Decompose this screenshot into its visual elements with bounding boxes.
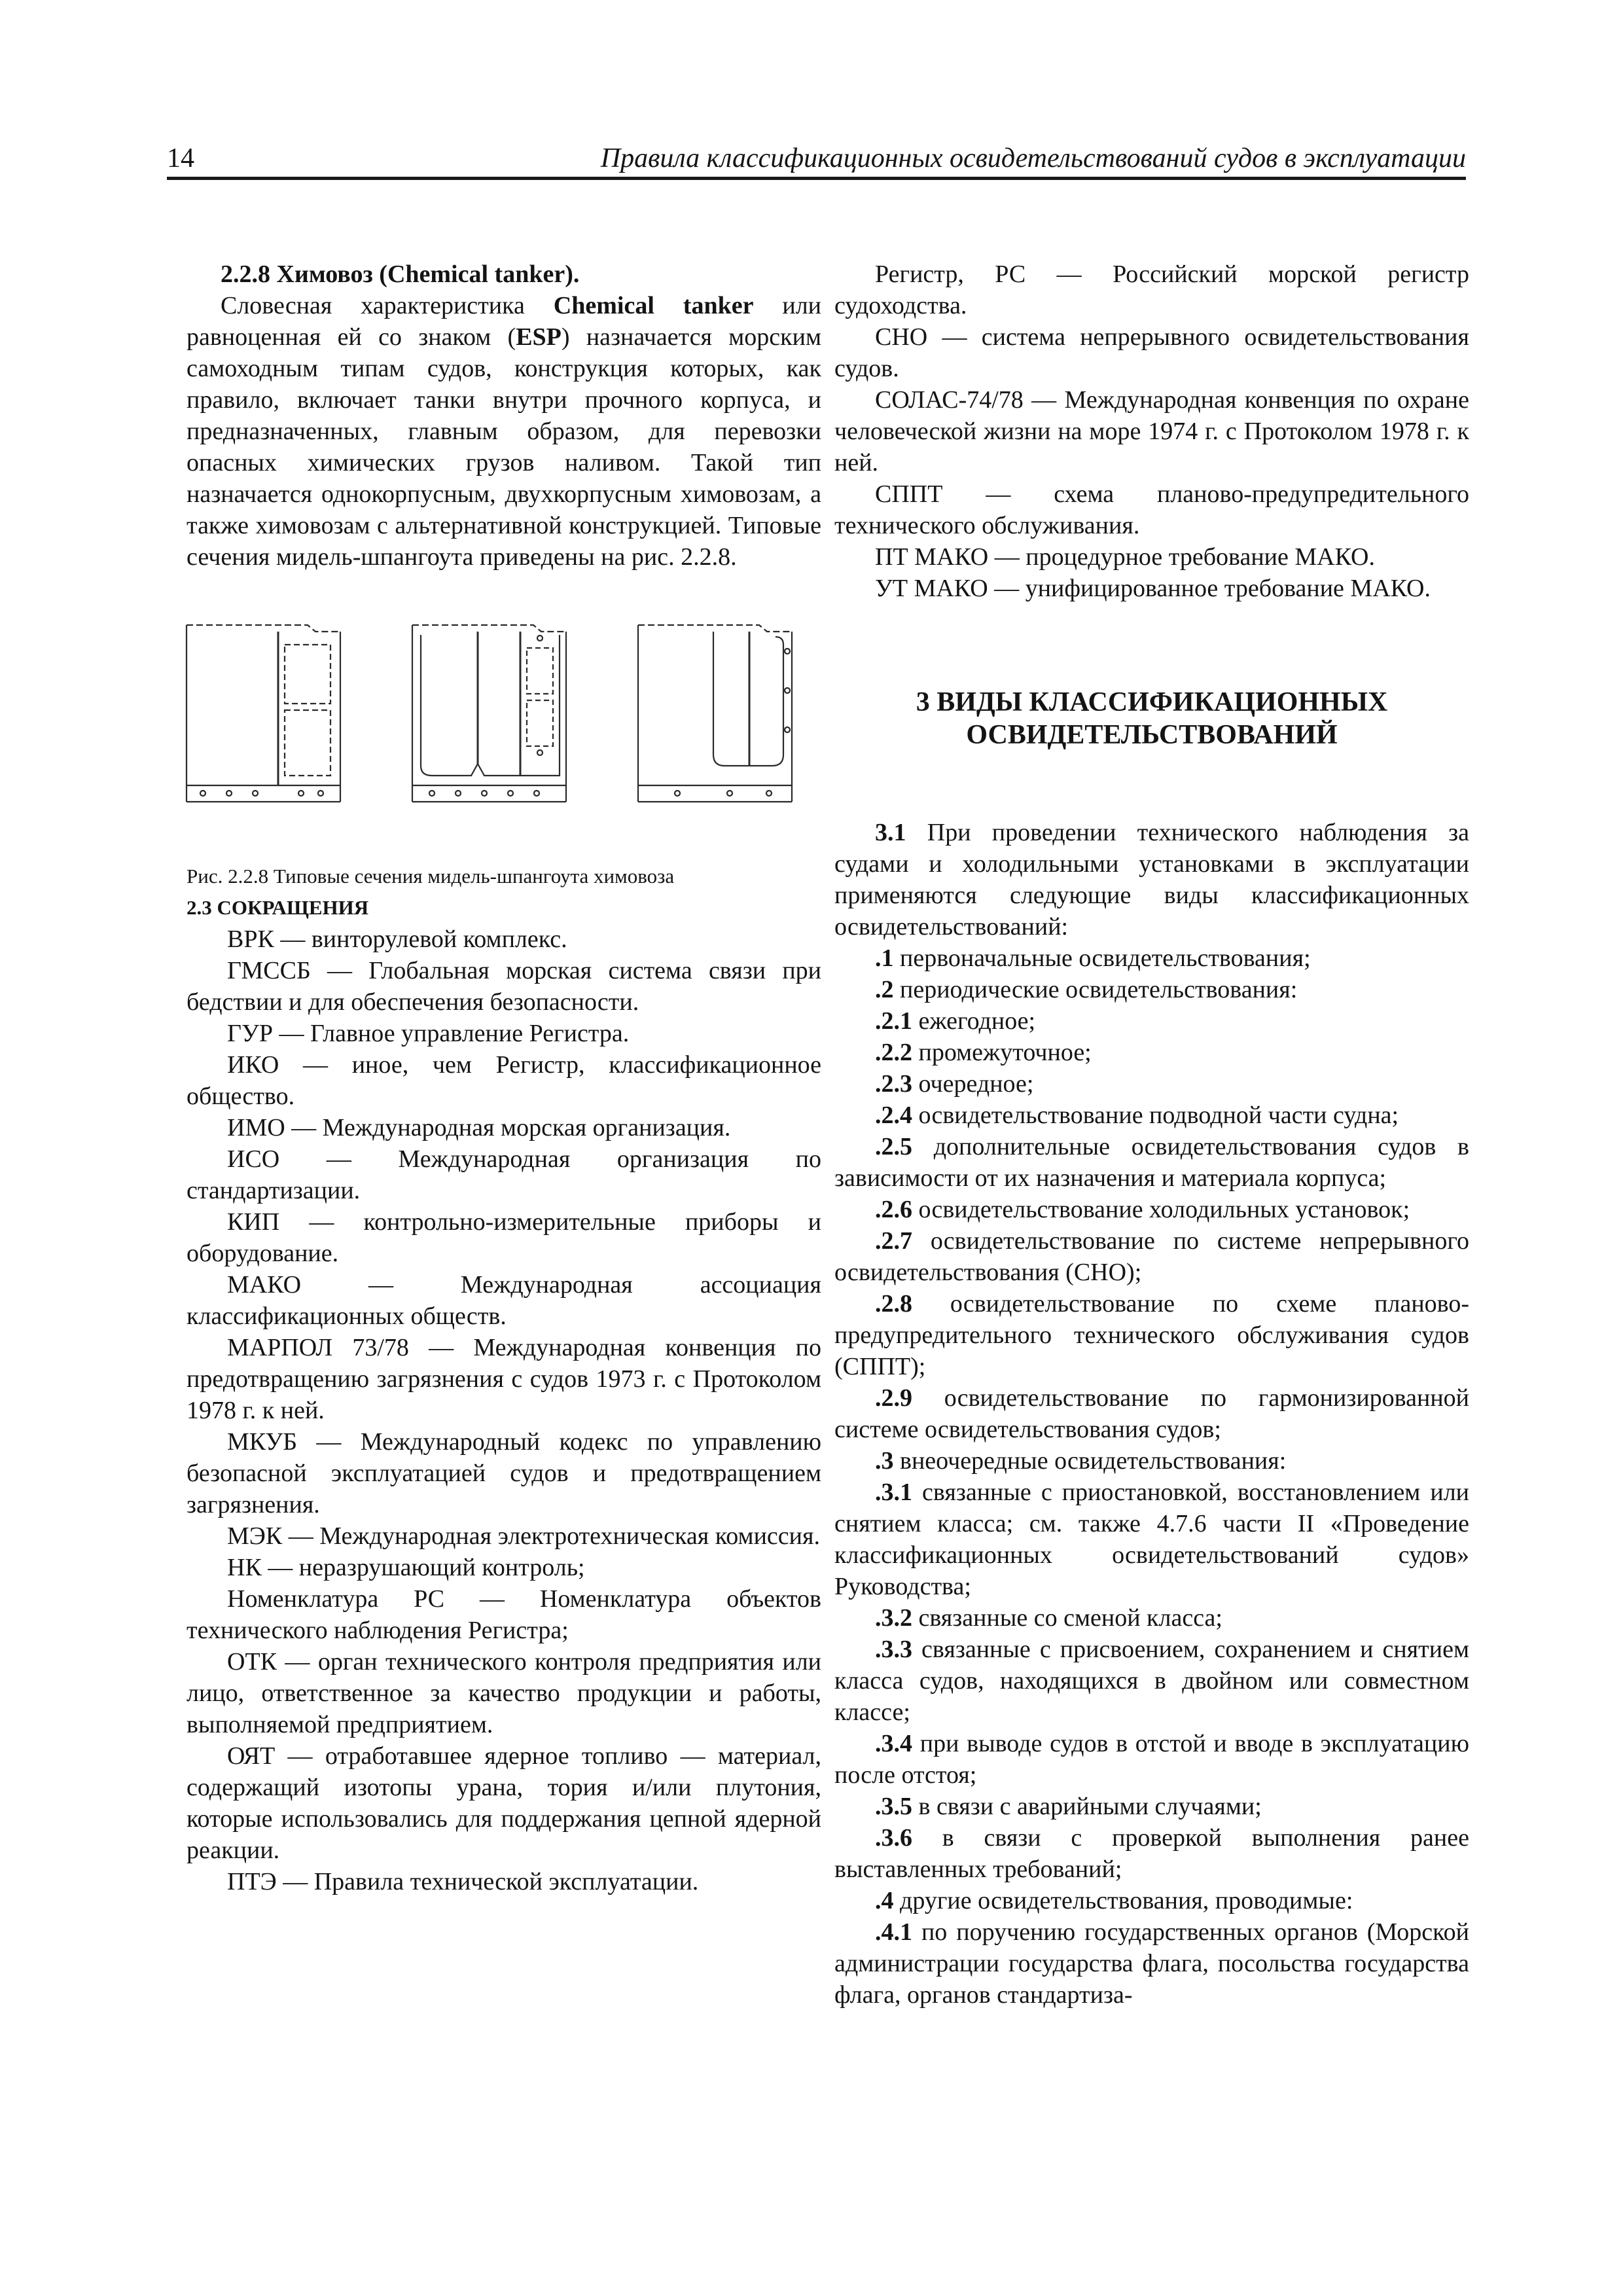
- list-item: .4.1 по поручению государственных органов (Морской администрации государства флага, посольства государства флага, органов стандартиза-: [834, 1918, 1469, 2009]
- abbreviation-entry: ИСО — Международная организация по стандартизации.: [187, 1145, 821, 1204]
- chapter-heading-line-2: ОСВИДЕТЕЛЬСТВОВАНИЙ: [966, 720, 1338, 750]
- chemical-tanker-paragraph: Словесная характеристика Chemical tanker или равноценная ей со знаком (ESP) назначается морским самоходным типам судов, конструкция которых, как правило, включает танки внутри прочного корпуса, и предназначенных, главным образом, для перевозки опасных химических грузов наливом. Такой тип назначается однокорпусным, двухкорпусным химовозам, а также химовозам с альтернативной конструкцией. Типовые сечения мидель-шпангоута приведены на рис. 2.2.8.: [187, 292, 822, 571]
- abbreviation-entry: Регистр, РС — Российский морской регистр судоходства.: [834, 260, 1469, 319]
- section-heading-2-3: 2.3 СОКРАЩЕНИЯ: [187, 896, 369, 919]
- right-column: [834, 259, 1469, 2011]
- abbreviation-entry: Номенклатура РС — Номенклатура объектов технического наблюдения Регистра;: [187, 1585, 821, 1644]
- abbreviation-entry: ПТ МАКО — процедурное требование МАКО.: [875, 543, 1375, 571]
- abbreviation-entry: СОЛАС-74/78 — Международная конвенция по охране человеческой жизни на море 1974 г. с Протоколом 1978 г. к ней.: [834, 386, 1469, 476]
- section-double-hull: [412, 625, 566, 802]
- subsection-heading-2-2-8: 2.2.8 Химовоз (Chemical tanker).: [221, 260, 580, 288]
- abbreviation-entry: МЭК — Международная электротехническая комиссия.: [227, 1522, 820, 1550]
- midship-sections-figure: [187, 612, 821, 861]
- page-header: [167, 143, 1466, 181]
- list-item: .3.6 в связи с проверкой выполнения ранее выставленных требований;: [834, 1824, 1469, 1883]
- abbreviation-entry: ИМО — Международная морская организация.: [227, 1114, 731, 1141]
- figure-caption: Рис. 2.2.8 Типовые сечения мидель-шпангоута химовоза: [187, 865, 675, 888]
- midship-sections-drawing: [180, 612, 828, 861]
- abbreviation-entry: КИП — контрольно-измерительные приборы и оборудование.: [187, 1208, 821, 1267]
- list-item: .4 другие освидетельствования, проводимые:: [875, 1887, 1353, 1914]
- list-item: .3.1 связанные с приостановкой, восстановлением или снятием класса; см. также 4.7.6 части II «Проведение классификационных освидетельствований судов» Руководства;: [834, 1479, 1469, 1600]
- list-item: .3.5 в связи с аварийными случаями;: [875, 1793, 1262, 1820]
- chapter-heading-line-1: 3 ВИДЫ КЛАССИФИКАЦИОННЫХ: [916, 687, 1388, 717]
- abbreviation-entry: УТ МАКО — унифицированное требование МАКО.: [875, 575, 1431, 602]
- list-item: .1 первоначальные освидетельствования;: [875, 944, 1311, 972]
- list-item: .2.3 очередное;: [875, 1070, 1034, 1098]
- list-item: .2.2 промежуточное;: [875, 1039, 1092, 1066]
- list-item: .2.1 ежегодное;: [875, 1007, 1036, 1035]
- survey-intro-paragraph: 3.1 При проведении технического наблюдения за судами и холодильными установками в эксплуатации применяются следующие виды классификационных освидетельствований:: [834, 819, 1469, 941]
- list-item: .2 периодические освидетельствования:: [875, 976, 1298, 1003]
- abbreviation-entry: ГМССБ — Глобальная морская система связи при бедствии и для обеспечения безопасности.: [187, 957, 821, 1016]
- section-single-hull: [187, 625, 340, 802]
- list-item: .3.3 связанные с присвоением, сохранением и снятием класса судов, находящихся в двойном или совместном классе;: [834, 1636, 1469, 1726]
- chapter-heading-3: [834, 686, 1469, 751]
- abbreviation-entry: МКУБ — Международный кодекс по управлению безопасной эксплуатацией судов и предотвращением загрязнения.: [187, 1428, 821, 1518]
- page-number: 14: [167, 143, 194, 173]
- abbreviation-entry: МАКО — Международная ассоциация классификационных обществ.: [187, 1271, 821, 1330]
- survey-types-list: [834, 942, 1469, 2011]
- list-item: .3.4 при выводе судов в отстой и вводе в эксплуатацию после отстоя;: [834, 1730, 1469, 1789]
- abbreviation-entry: ГУР — Главное управление Регистра.: [227, 1020, 630, 1047]
- abbreviation-entry: ПТЭ — Правила технической эксплуатации.: [227, 1868, 699, 1895]
- list-item: .2.7 освидетельствование по системе непрерывного освидетельствования (СНО);: [834, 1227, 1469, 1286]
- abbreviation-entry: ОТК — орган технического контроля предприятия или лицо, ответственное за качество продукции и работы, выполняемой предприятием.: [187, 1648, 821, 1738]
- list-item: .3.2 связанные со сменой класса;: [875, 1604, 1222, 1632]
- running-title: Правила классификационных освидетельствований судов в эксплуатации: [600, 143, 1466, 173]
- abbreviation-entry: СППТ — схема планово-предупредительного технического обслуживания.: [834, 480, 1469, 539]
- list-item: .2.4 освидетельствование подводной части судна;: [875, 1102, 1399, 1129]
- left-column: [187, 259, 821, 1897]
- abbreviation-entry: МАРПОЛ 73/78 — Международная конвенция по предотвращению загрязнения с судов 1973 г. с Протоколом 1978 г. к ней.: [187, 1334, 821, 1424]
- list-item: .2.9 освидетельствование по гармонизированной системе освидетельствования судов;: [834, 1384, 1469, 1443]
- header-rule: [167, 177, 1466, 180]
- abbreviation-entry: НК — неразрушающий контроль;: [227, 1554, 585, 1581]
- list-item: .2.6 освидетельствование холодильных установок;: [875, 1196, 1410, 1223]
- abbreviation-entry: ВРК — винторулевой комплекс.: [227, 925, 567, 953]
- list-item: .2.8 освидетельствование по схеме планово-предупредительного технического обслуживания судов (СППТ);: [834, 1290, 1469, 1380]
- list-item: .2.5 дополнительные освидетельствования судов в зависимости от их назначения и материала корпуса;: [834, 1133, 1469, 1192]
- abbreviation-entry: ИКО — иное, чем Регистр, классификационное общество.: [187, 1051, 821, 1110]
- section-alternative-design: [638, 625, 792, 802]
- list-item: .3 внеочередные освидетельствования:: [875, 1447, 1287, 1475]
- abbreviation-entry: ОЯТ — отработавшее ядерное топливо — материал, содержащий изотопы урана, тория и/или плутония, которые использовались для поддержания цепной ядерной реакции.: [187, 1742, 821, 1864]
- abbreviation-entry: СНО — система непрерывного освидетельствования судов.: [834, 323, 1469, 382]
